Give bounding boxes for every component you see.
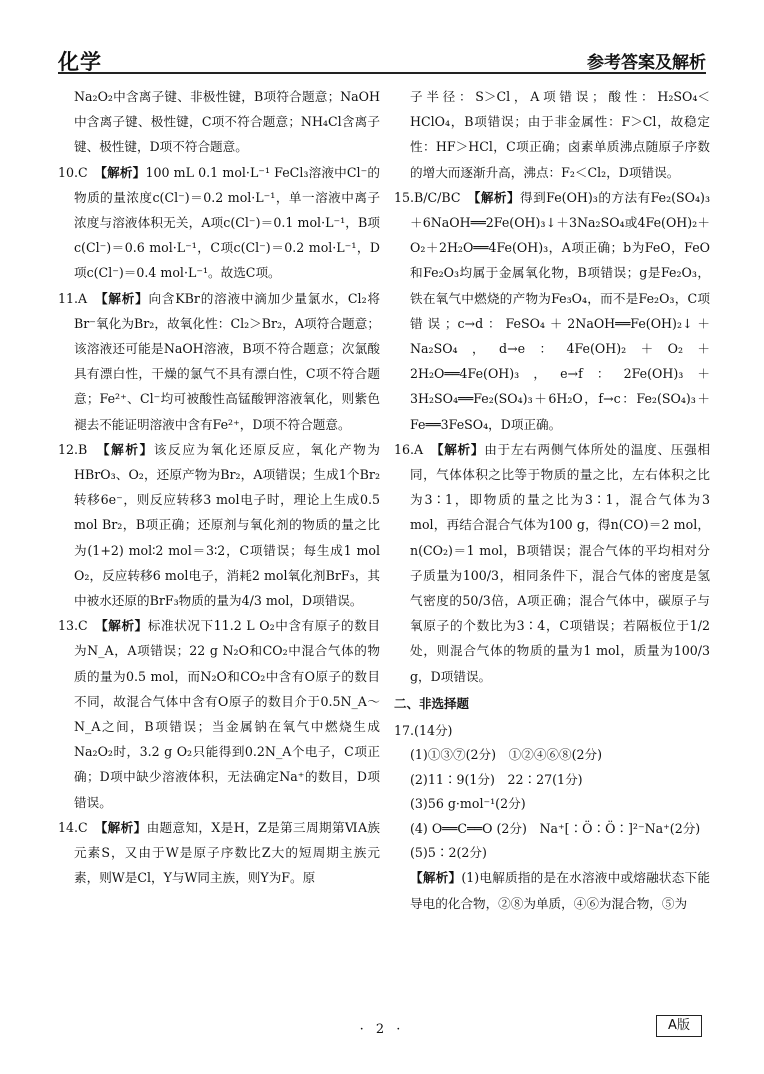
paragraph-text: Na₂O₂中含离子键、非极性键，B项符合题意；NaOH中含离子键、极性键，C项不符合题意；NH₄Cl含离子键、极性键，D项不符合题意。 (74, 89, 380, 155)
analysis-tag: 【解析】 (474, 189, 521, 205)
subject-title: 化学 (58, 50, 102, 74)
answer-paragraph (394, 185, 710, 437)
answer-line: (4) O══C══O (2分) Na⁺[∶Ö∶Ö∶]²⁻Na⁺(2分) (410, 820, 701, 836)
document-title: 参考答案及解析 (587, 53, 706, 73)
answer-paragraph (58, 84, 380, 160)
answer-paragraph (58, 613, 380, 815)
answer-paragraph (394, 84, 710, 185)
paragraph-text: 向含KBr的溶液中滴加少量氯水，Cl₂将Br⁻氧化为Br₂，故氧化性：Cl₂＞Br₂，A项符合题意；该溶液还可能是NaOH溶液，B项不符合题意；次氯酸具有漂白性，干燥的氯气不具有漂白性，C项不符合题意；Fe²⁺、Cl⁻均可被酸性高锰酸钾溶液氧化，则紫色褪去不能证明溶液中含有Fe²⁺，D项不符合题意。 (74, 290, 380, 432)
question-number: 15.B/C/BC (394, 189, 461, 205)
right-column-paragraphs (394, 84, 710, 689)
answer-paragraph (58, 437, 380, 613)
page-number: · 2 · (359, 1022, 405, 1037)
answer-paragraph (58, 815, 380, 891)
paragraph-text: 该反应为氧化还原反应，氧化产物为HBrO₃、O₂，还原产物为Br₂，A项错误；生成1个Br₂转移6e⁻，则反应转移3 mol电子时，理论上生成0.5 mol Br₂，B项正确；还原剂与氧化剂的物质的量之比为(1+2) mol∶2 mol＝3∶2，C项错误；每生成1 mol O₂，反应转移6 mol电子，消耗2 mol氧化剂BrF₃，其中被水还原的BrF₃物质的量为4/3 mol，D项错误。 (74, 441, 381, 609)
analysis-tag: 【解析】 (100, 164, 146, 180)
analysis-tag: 【解析】 (101, 819, 147, 835)
analysis-tag: 【解析】 (101, 618, 148, 634)
paragraph-text: 100 mL 0.1 mol·L⁻¹ FeCl₃溶液中Cl⁻的物质的量浓度c(Cl⁻)＝0.2 mol·L⁻¹，单一溶液中离子浓度与溶液体积无关，A项c(Cl⁻)＝0.1 mol·L⁻¹，B项c(Cl⁻)＝0.6 mol·L⁻¹，C项c(Cl⁻)＝0.2 mol·L⁻¹，D项c(Cl⁻)＝0.4 mol·L⁻¹。故选C项。 (74, 164, 381, 281)
analysis-tag: 【解析】 (103, 441, 154, 457)
analysis-tag: 【解析】 (101, 290, 149, 306)
question-number: 16.A (394, 441, 424, 457)
page-header (58, 38, 706, 74)
answer-line: (2)11∶9(1分) 22∶27(1分) (410, 771, 583, 787)
question-number: 10.C (58, 164, 88, 180)
analysis-tag: 【解析】 (437, 441, 485, 457)
section-heading: 二、非选择题 (394, 695, 470, 711)
right-column (394, 84, 710, 916)
paragraph-text: 子半径：S＞Cl，A项错误；酸性：H₂SO₄＜HClO₄，B项错误；由于非金属性：F＞Cl，故稳定性：HF＞HCl，C项正确；卤素单质沸点随原子序数的增大而逐渐升高，沸点：F₂＜Cl₂，D项错误。 (410, 89, 710, 180)
answer-line: (3)56 g·mol⁻¹(2分) (410, 796, 526, 812)
left-column (58, 84, 380, 891)
analysis-tag: 【解析】 (410, 870, 462, 886)
question-number: 12.B (58, 441, 88, 457)
question-number: 13.C (58, 618, 88, 634)
question-17-heading: 17.(14分) (394, 723, 453, 739)
answer-line: (5)5∶2(2分) (410, 844, 487, 860)
answer-paragraph (58, 286, 380, 437)
paragraph-text: 由于左右两侧气体所处的温度、压强相同，气体体积之比等于物质的量之比，左右体积之比为3∶1，即物质的量之比为3∶1，混合气体为3 mol，再结合混合气体为100 g，得n(CO)＝2 mol，n(CO₂)＝1 mol，B项错误；混合气体的平均相对分子质量为100/3，相同条件下，混合气体的密度是氢气密度的50/3倍，A项正确；混合气体中，碳原子与氧原子的个数比为3∶4，C项错误；若隔板位于1/2处，则混合气体的物质的量为1 mol，质量为100/3 g，D项错误。 (410, 441, 711, 684)
paragraph-text: 得到Fe(OH)₃的方法有Fe₂(SO₄)₃＋6NaOH══2Fe(OH)₃↓＋3Na₂SO₄或4Fe(OH)₂＋O₂＋2H₂O══4Fe(OH)₃，A项正确；b为FeO，FeO和Fe₂O₃均属于金属氧化物，B项错误；g是Fe₂O₃，铁在氧气中燃烧的产物为Fe₃O₄，而不是Fe₂O₃，C项错误；c→d：FeSO₄＋2NaOH══Fe(OH)₂↓＋Na₂SO₄，d→e：4Fe(OH)₂＋O₂＋2H₂O══4Fe(OH)₃，e→f：2Fe(OH)₃＋3H₂SO₄══Fe₂(SO₄)₃＋6H₂O，f→c：Fe₂(SO₄)₃＋Fe══3FeSO₄，D项正确。 (410, 189, 711, 432)
answer-list (394, 743, 710, 865)
answer-line: (1)①③⑦(2分) ①②④⑥⑧(2分) (410, 747, 603, 763)
analysis-paragraph (394, 865, 710, 915)
paragraph-text: 标准状况下11.2 L O₂中含有原子的数目为N_A，A项错误；22 g N₂O和CO₂中混合气体的物质的量为0.5 mol，而N₂O和CO₂中含有O原子的数目不同，故混合气体中含有O原子的数目介于0.5N_A～N_A之间，B项错误；当金属钠在氧气中燃烧生成Na₂O₂时，3.2 g O₂只能得到0.2N_A个电子，C项正确；D项中缺少溶液体积，无法确定Na⁺的数目，D项错误。 (74, 618, 380, 810)
analysis-text: (1)电解质指的是在水溶液中或熔融状态下能导电的化合物，②⑧为单质，④⑥为混合物，⑤为 (410, 870, 711, 911)
paragraph-text: 由题意知，X是H，Z是第三周期第ⅥA族元素S，又由于W是原子序数比Z大的短周期主族元素，则W是Cl，Y与W同主族，则Y为F。原 (74, 819, 381, 886)
version-badge: A版 (656, 1015, 702, 1037)
answer-paragraph (58, 160, 380, 286)
answer-paragraph (394, 437, 710, 689)
question-number: 11.A (58, 290, 88, 306)
question-number: 14.C (58, 819, 88, 835)
